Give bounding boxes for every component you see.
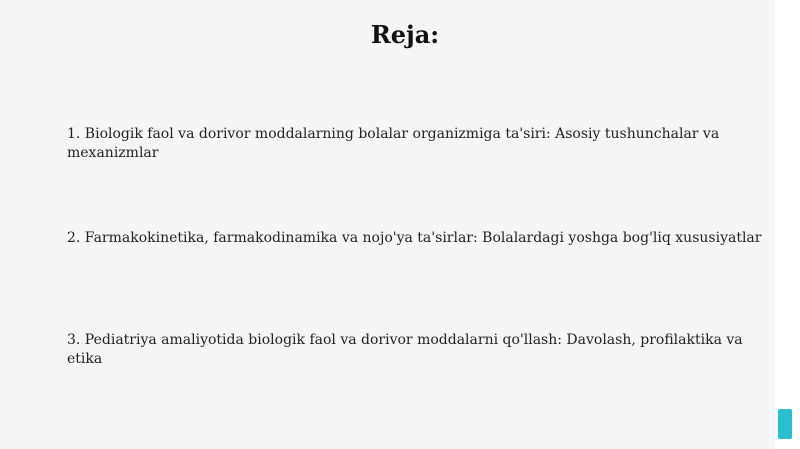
- plan-item-1: 1. Biologik faol va dorivor moddalarning bolalar organizmiga ta'siri: Asosiy tushunchalar va mexanizmlar: [67, 126, 720, 161]
- scroll-track: [775, 0, 800, 449]
- scrollbar-thumb[interactable]: [778, 409, 792, 439]
- plan-item-3: 3. Pediatriya amaliyotida biologik faol va dorivor moddalarni qo'llash: Davolash, profilaktika va etika: [67, 332, 743, 367]
- plan-item-2: 2. Farmakokinetika, farmakodinamika va nojo'ya ta'sirlar: Bolalardagi yoshga bog'liq xususiyatlar: [67, 230, 762, 246]
- slide-title: Reja:: [370, 20, 440, 49]
